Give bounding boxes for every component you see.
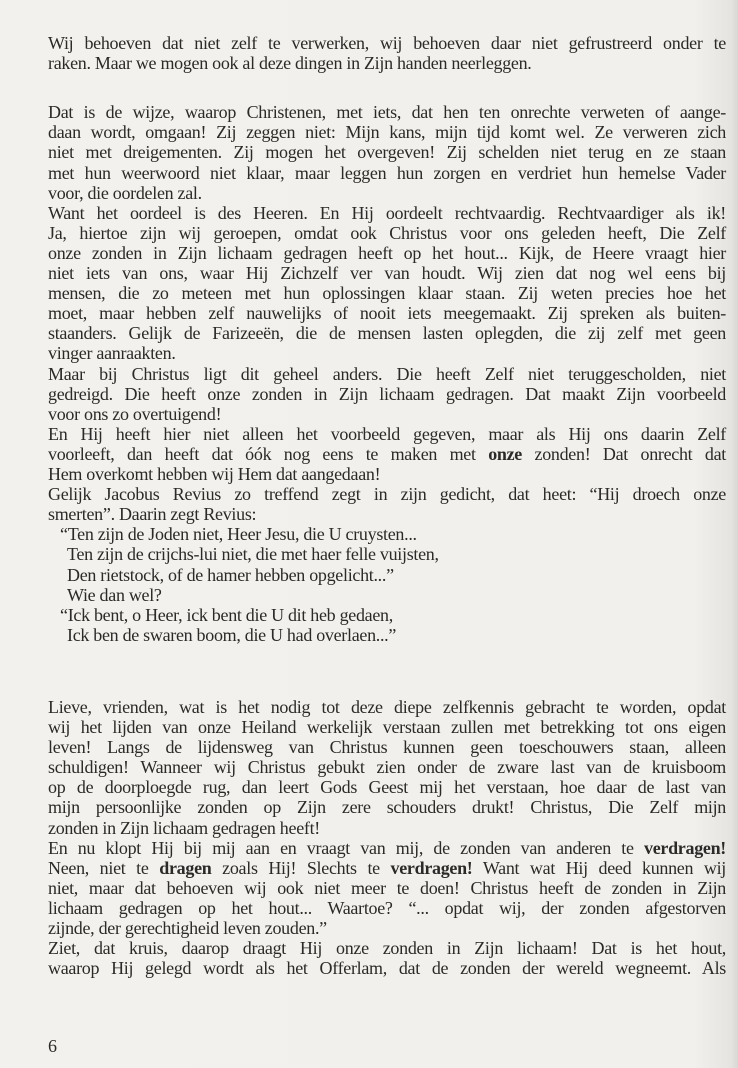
text-segment: smerten”. Daarin zegt Revius: [48, 504, 257, 525]
text-segment: vinger aanraakten. [48, 343, 176, 364]
text-line [48, 142, 726, 162]
text-segment: mensen, die zo meteen met hun oplossingen klaar staan. Zij weten precies hoe het [48, 283, 726, 304]
text-segment: onze zonden in Zijn lichaam gedragen heeft op het hout... Kijk, de Heere vraagt hier [48, 242, 726, 263]
poem-line [60, 524, 417, 544]
poem-line [67, 585, 162, 605]
text-line [48, 938, 726, 958]
text-segment: voor, die oordelen zal. [48, 182, 202, 203]
text-segment: Ten zijn de crijchs-lui niet, die met haer felle vuijsten, [67, 544, 439, 565]
text-line [48, 263, 726, 283]
text-segment: Wie dan wel? [67, 584, 162, 605]
text-segment: wij het lijden van onze Heiland werkelijk verstaan zullen met betrekking tot ons eigen [48, 717, 726, 737]
text-line [48, 737, 726, 757]
text-line [48, 444, 726, 464]
text-line [48, 283, 726, 303]
text-line [48, 33, 726, 53]
text-segment: met hun weerwoord niet klaar, maar leggen hun zorgen en verdriet hun hemelse Vader [48, 162, 726, 183]
text-line [48, 343, 726, 363]
text-segment: “Ick bent, o Heer, ick bent die U dit heb gedaen, [60, 604, 393, 625]
text-segment: En Hij heeft hier niet alleen het voorbeeld gegeven, maar als Hij ons daarin Zelf [48, 423, 726, 444]
text-line [48, 424, 726, 444]
text-segment: mijn persoonlijke zonden op Zijn zere schouders drukt! Christus, Die Zelf mijn [48, 797, 726, 818]
poem-line [67, 625, 396, 645]
text-line [48, 777, 726, 797]
text-segment: moet, maar hebben zelf nauwelijks of nooit iets meegemaakt. Zij spreken als buiten- [48, 303, 726, 324]
text-line [48, 384, 726, 404]
text-line [48, 797, 726, 817]
text-segment: Dat is de wijze, waarop Christenen, met iets, dat hen ten onrechte verweten of aange- [48, 102, 726, 123]
text-segment: Neen, niet te [48, 857, 160, 878]
text-segment: gedreigd. Die heeft onze zonden in Zijn lichaam gedragen. Dat maakt Zijn voorbeeld [48, 383, 726, 404]
text-segment: Maar bij Christus ligt dit geheel anders. Die heeft Zelf niet teruggescholden, niet [48, 363, 726, 384]
text-line [48, 243, 726, 263]
text-segment: Ick ben de swaren boom, die U had overlaen...” [67, 624, 397, 645]
text-line [48, 717, 726, 737]
text-segment: zonden in Zijn lichaam gedragen heeft! [48, 817, 320, 838]
text-segment: niet, maar dat behoeven wij ook niet meer te doen! Christus heeft de zonden in Zijn [48, 877, 726, 898]
poem-line [67, 565, 394, 585]
text-segment: zonden! Dat onrecht dat [522, 443, 726, 464]
emphasized-text: dragen [159, 857, 212, 878]
text-segment: waarop Hij gelegd wordt als het Offerlam, dat de zonden der wereld wegneemt. Als [48, 958, 726, 979]
text-segment: zoals Hij! Slechts te [211, 857, 391, 878]
text-line [48, 757, 726, 777]
text-segment: niet met dreigementen. Zij mogen het overgeven! Zij schelden niet terug en ze staan [48, 142, 726, 163]
text-line [48, 163, 726, 183]
text-line [48, 303, 726, 323]
text-segment: niet iets van ons, waar Hij Zichzelf ver van houdt. Wij zien dat nog wel eens bij [48, 263, 726, 283]
text-segment: Want wat Hij deed kunnen wij [472, 857, 726, 878]
text-line [48, 53, 726, 73]
text-segment: raken. Maar we mogen ook al deze dingen in Zijn handen neerleggen. [48, 53, 532, 74]
text-line [48, 404, 726, 424]
text-line [48, 918, 726, 938]
text-segment: zijnde, der gerechtigheid leven zouden.” [48, 918, 327, 938]
text-line [48, 484, 726, 504]
text-segment: Ja, hiertoe zijn wij geroepen, omdat ook Christus voor ons geleden heeft, Die Zelf [48, 222, 726, 243]
text-segment: daan wordt, omgaan! Zij zeggen niet: Mijn kans, mijn tijd komt wel. Ze verweren zich [48, 122, 726, 143]
text-line [48, 958, 726, 978]
text-segment: Want het oordeel is des Heeren. En Hij oordeelt rechtvaardig. Rechtvaardiger als ik! [48, 202, 726, 223]
text-segment: “Ten zijn de Joden niet, Heer Jesu, die U cruysten... [60, 524, 417, 545]
emphasized-text: verdragen! [390, 857, 473, 878]
text-line [48, 464, 726, 484]
text-segment: schuldigen! Wanneer wij Christus gebukt zien onder de zware last van de kruisboom [48, 757, 726, 778]
text-line [48, 364, 726, 384]
text-line [48, 122, 726, 142]
text-segment: Den rietstock, of de hamer hebben opgelicht...” [67, 564, 394, 585]
text-segment: En nu klopt Hij bij mij aan en vraagt van mij, de zonden van anderen te [48, 837, 645, 858]
text-line [48, 102, 726, 122]
text-segment: lichaam gedragen op het hout... Waartoe? “... opdat wij, der zonden afgestorven [48, 897, 726, 918]
emphasized-text: verdragen! [644, 837, 726, 858]
text-segment: voor ons zo overtuigend! [48, 403, 222, 424]
text-line [48, 838, 726, 858]
text-segment: Hem overkomt hebben wij Hem dat aangedaan! [48, 464, 381, 484]
text-segment: Wij behoeven dat niet zelf te verwerken, wij behoeven daar niet gefrustreerd onder te [48, 33, 726, 53]
text-line [48, 697, 726, 717]
text-line [48, 878, 726, 898]
text-segment: staanders. Gelijk de Farizeeën, die de mensen lasten oplegden, die zij zelf met geen [48, 323, 726, 344]
text-line [48, 323, 726, 343]
poem-line [67, 544, 439, 564]
text-segment: op de doorploegde rug, dan leert Gods Geest mij het verstaan, hoe daar de last van [48, 777, 726, 798]
page-number: 6 [48, 1036, 57, 1056]
emphasized-text: onze [488, 443, 522, 464]
text-segment: voorleeft, dan heeft dat óók nog eens te maken met [48, 443, 489, 464]
text-segment: Lieve, vrienden, wat is het nodig tot deze diepe zelfkennis gebracht te worden, opdat [48, 696, 726, 717]
text-line [48, 818, 726, 838]
text-line [48, 898, 726, 918]
text-segment: leven! Langs de lijdensweg van Christus kunnen geen toeschouwers staan, alleen [48, 737, 726, 758]
text-line [48, 504, 726, 524]
text-segment: Gelijk Jacobus Revius zo treffend zegt in zijn gedicht, dat heet: “Hij droech onze [48, 484, 726, 505]
text-segment: Ziet, dat kruis, daarop draagt Hij onze zonden in Zijn lichaam! Dat is het hout, [48, 938, 726, 959]
text-line [48, 203, 726, 223]
text-line [48, 183, 726, 203]
poem-line [60, 605, 393, 625]
text-line [48, 223, 726, 243]
text-line [48, 858, 726, 878]
